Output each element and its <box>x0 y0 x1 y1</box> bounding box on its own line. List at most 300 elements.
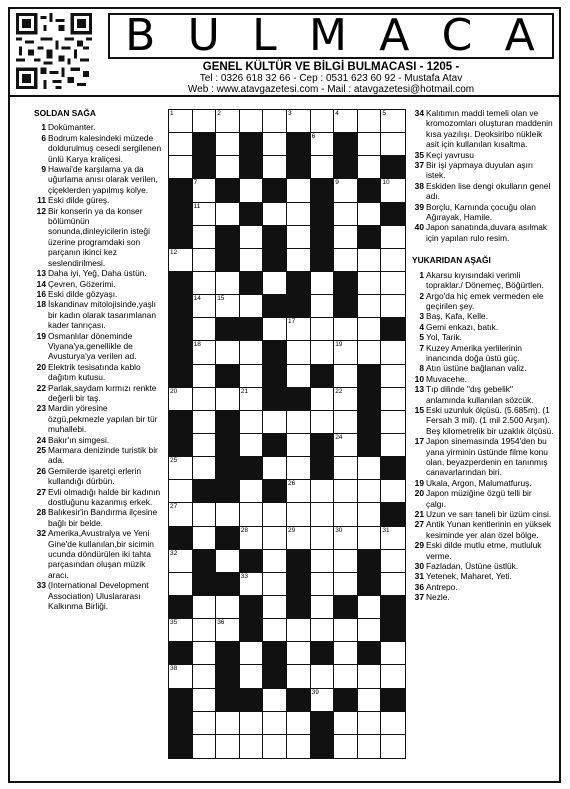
grid-cell[interactable] <box>334 527 358 550</box>
clue-number: 8 <box>419 363 424 374</box>
down-clue <box>412 291 554 312</box>
grid-cell[interactable] <box>263 203 287 226</box>
grid-block-cell <box>358 550 382 573</box>
across-clue <box>34 435 166 445</box>
grid-block-cell <box>169 318 193 341</box>
clue-text: Dokümanter. <box>48 122 96 133</box>
grid-block-cell <box>263 341 287 364</box>
grid-cell[interactable] <box>334 226 358 249</box>
across-clue <box>34 206 166 268</box>
grid-cell[interactable] <box>169 503 193 526</box>
grid-cell[interactable] <box>216 712 240 735</box>
grid-cell[interactable] <box>263 411 287 434</box>
grid-cell[interactable] <box>311 503 335 526</box>
grid-cell[interactable] <box>263 550 287 573</box>
grid-cell[interactable] <box>169 388 193 411</box>
grid-block-cell <box>193 573 217 596</box>
grid-block-cell <box>381 503 405 526</box>
grid-cell[interactable] <box>263 156 287 179</box>
across-clue <box>34 580 166 611</box>
grid-cell[interactable] <box>334 735 358 758</box>
grid-block-cell <box>287 133 311 156</box>
grid-cell[interactable] <box>358 503 382 526</box>
grid-cell[interactable] <box>193 110 217 133</box>
grid-cell[interactable] <box>381 735 405 758</box>
clue-number: 1 <box>41 122 46 133</box>
grid-cell[interactable] <box>311 550 335 573</box>
grid-cell[interactable] <box>193 179 217 202</box>
grid-cell[interactable] <box>287 457 311 480</box>
grid-block-cell <box>311 642 335 665</box>
grid-cell[interactable] <box>381 712 405 735</box>
grid-cell[interactable] <box>240 527 264 550</box>
grid-cell[interactable] <box>240 665 264 688</box>
grid-block-cell <box>216 573 240 596</box>
grid-cell[interactable] <box>381 480 405 503</box>
grid-cell[interactable] <box>193 295 217 318</box>
grid-cell[interactable] <box>216 735 240 758</box>
clue-number: 27 <box>414 519 424 530</box>
grid-cell[interactable] <box>169 550 193 573</box>
clue-number: 30 <box>414 561 424 572</box>
clue-text: Fazladan, Üstüne üstlük. <box>426 561 519 572</box>
across-clue <box>34 279 166 289</box>
cell-number: 39 <box>311 688 319 696</box>
grid-cell[interactable] <box>263 735 287 758</box>
across-clue <box>34 466 166 487</box>
grid-cell[interactable] <box>287 712 311 735</box>
grid-cell[interactable] <box>287 480 311 503</box>
grid-cell[interactable] <box>358 619 382 642</box>
grid-cell[interactable] <box>240 179 264 202</box>
grid-cell[interactable] <box>311 573 335 596</box>
grid-cell[interactable] <box>169 133 193 156</box>
grid-cell[interactable] <box>358 249 382 272</box>
clue-text: Antik Yunan kentlerinin en yüksek kesiminde yer alan özel bölge. <box>426 519 552 540</box>
header <box>10 9 559 97</box>
grid-cell[interactable] <box>334 411 358 434</box>
grid-cell[interactable] <box>193 596 217 619</box>
cell-number: 32 <box>170 549 178 557</box>
grid-cell[interactable] <box>334 434 358 457</box>
grid-cell[interactable] <box>358 318 382 341</box>
grid-cell[interactable] <box>263 272 287 295</box>
grid-cell[interactable] <box>169 156 193 179</box>
grid-cell[interactable] <box>263 527 287 550</box>
grid-cell[interactable] <box>287 527 311 550</box>
grid-cell[interactable] <box>287 434 311 457</box>
grid-cell[interactable] <box>334 179 358 202</box>
grid-cell[interactable] <box>169 480 193 503</box>
grid-block-cell <box>169 295 193 318</box>
grid-cell[interactable] <box>287 411 311 434</box>
grid-cell[interactable] <box>311 341 335 364</box>
grid-block-cell <box>358 573 382 596</box>
grid-cell[interactable] <box>287 365 311 388</box>
grid-cell[interactable] <box>287 665 311 688</box>
grid-cell[interactable] <box>240 411 264 434</box>
down-clue <box>412 363 554 373</box>
grid-cell[interactable] <box>240 735 264 758</box>
grid-cell[interactable] <box>263 712 287 735</box>
grid-cell[interactable] <box>381 573 405 596</box>
clue-number: 28 <box>36 507 46 518</box>
clue-text: Mardin yöresine özgü,pekmezle yapılan bir tür muhallebi. <box>48 403 158 435</box>
grid-cell[interactable] <box>240 712 264 735</box>
grid-cell[interactable] <box>381 179 405 202</box>
clue-number: 37 <box>414 160 424 171</box>
grid-block-cell <box>358 642 382 665</box>
grid-cell[interactable] <box>263 573 287 596</box>
grid-cell[interactable] <box>381 110 405 133</box>
grid-cell[interactable] <box>240 573 264 596</box>
grid-block-cell <box>169 411 193 434</box>
grid-cell[interactable] <box>381 365 405 388</box>
grid-cell[interactable] <box>263 503 287 526</box>
grid-cell[interactable] <box>287 341 311 364</box>
grid-cell[interactable] <box>216 388 240 411</box>
grid-cell[interactable] <box>311 156 335 179</box>
clue-number: 34 <box>414 108 424 118</box>
grid-cell[interactable] <box>216 503 240 526</box>
across-clue <box>412 202 554 223</box>
cell-number: 21 <box>240 387 249 395</box>
grid-cell[interactable] <box>358 457 382 480</box>
grid-cell[interactable] <box>334 642 358 665</box>
grid-cell[interactable] <box>240 365 264 388</box>
grid-cell[interactable] <box>358 596 382 619</box>
across-clue <box>34 195 166 205</box>
grid-block-cell <box>334 596 358 619</box>
down-clue <box>412 582 554 592</box>
grid-cell[interactable] <box>193 619 217 642</box>
grid-block-cell <box>311 365 335 388</box>
crossword-grid <box>168 109 406 759</box>
grid-cell[interactable] <box>381 272 405 295</box>
grid-cell[interactable] <box>240 226 264 249</box>
grid-cell[interactable] <box>287 642 311 665</box>
grid-cell[interactable] <box>381 642 405 665</box>
clue-number: 29 <box>414 540 424 551</box>
grid-block-cell <box>193 156 217 179</box>
grid-cell[interactable] <box>311 110 335 133</box>
grid-cell[interactable] <box>381 341 405 364</box>
grid-cell[interactable] <box>240 341 264 364</box>
grid-cell[interactable] <box>311 388 335 411</box>
grid-block-cell <box>287 295 311 318</box>
grid-block-cell <box>287 156 311 179</box>
grid-cell[interactable] <box>334 503 358 526</box>
cell-number: 9 <box>335 179 339 187</box>
grid-cell[interactable] <box>240 249 264 272</box>
grid-cell[interactable] <box>381 226 405 249</box>
clue-text: Elektrik tesisatında kablo dağıtım kutusu. <box>48 361 141 383</box>
grid-cell[interactable] <box>381 295 405 318</box>
grid-cell[interactable] <box>193 434 217 457</box>
grid-cell[interactable] <box>334 110 358 133</box>
down-clue <box>412 332 554 342</box>
grid-cell[interactable] <box>311 272 335 295</box>
clue-text: Bodrum kalesindeki müzede doldurulmuş cesedi sergilenen ünlü Karya kraliçesi. <box>48 132 162 164</box>
grid-cell[interactable] <box>240 642 264 665</box>
clue-text: (International Development Association) Uluslararası Kalkınma Birliği. <box>48 580 149 612</box>
grid-cell[interactable] <box>334 388 358 411</box>
grid-block-cell <box>311 226 335 249</box>
grid-block-cell <box>381 689 405 712</box>
grid-cell[interactable] <box>287 249 311 272</box>
grid-cell[interactable] <box>193 735 217 758</box>
grid-cell[interactable] <box>334 550 358 573</box>
grid-cell[interactable] <box>358 295 382 318</box>
grid-cell[interactable] <box>263 619 287 642</box>
grid-cell[interactable] <box>381 411 405 434</box>
grid-cell[interactable] <box>193 226 217 249</box>
grid-cell[interactable] <box>334 665 358 688</box>
grid-cell[interactable] <box>216 550 240 573</box>
grid-cell[interactable] <box>358 203 382 226</box>
across-clue <box>34 299 166 330</box>
grid-cell[interactable] <box>169 249 193 272</box>
grid-cell[interactable] <box>193 318 217 341</box>
grid-cell[interactable] <box>193 665 217 688</box>
grid-cell[interactable] <box>311 133 335 156</box>
grid-cell[interactable] <box>216 341 240 364</box>
grid-cell[interactable] <box>193 249 217 272</box>
cell-number: 3 <box>288 110 292 117</box>
grid-cell[interactable] <box>240 295 264 318</box>
clue-text: Eski dilde mutlu etme, mutluluk verme. <box>426 540 542 561</box>
grid-cell[interactable] <box>287 226 311 249</box>
grid-cell[interactable] <box>334 480 358 503</box>
grid-cell[interactable] <box>193 642 217 665</box>
grid-cell[interactable] <box>169 665 193 688</box>
grid-cell[interactable] <box>216 110 240 133</box>
grid-cell[interactable] <box>381 527 405 550</box>
grid-cell[interactable] <box>358 480 382 503</box>
grid-cell[interactable] <box>311 411 335 434</box>
grid-cell[interactable] <box>311 295 335 318</box>
grid-cell[interactable] <box>240 434 264 457</box>
grid-cell[interactable] <box>358 272 382 295</box>
grid-cell[interactable] <box>311 527 335 550</box>
grid-cell[interactable] <box>311 619 335 642</box>
clue-text: Nezle. <box>426 592 450 603</box>
grid-cell[interactable] <box>193 503 217 526</box>
clue-text: Borçlu, Karnında çocuğu olan Ağırayak, Hamile. <box>426 201 536 223</box>
clue-number: 20 <box>36 361 46 372</box>
grid-cell[interactable] <box>169 457 193 480</box>
clue-text: Amerika,Avustralya ve Yeni Gine'de kullanılan,bir sicimin ucunda döndürülen iki tahta parçasından oluşan müzik aracı. <box>48 528 154 580</box>
grid-block-cell <box>169 689 193 712</box>
clue-text: Yol, Tarik. <box>426 332 462 343</box>
grid-cell[interactable] <box>263 110 287 133</box>
cell-number: 26 <box>288 480 296 488</box>
grid-cell[interactable] <box>311 665 335 688</box>
grid-block-cell <box>216 689 240 712</box>
grid-cell[interactable] <box>381 550 405 573</box>
grid-block-cell <box>240 156 264 179</box>
grid-cell[interactable] <box>311 689 335 712</box>
grid-cell[interactable] <box>358 341 382 364</box>
grid-cell[interactable] <box>216 596 240 619</box>
grid-cell[interactable] <box>358 665 382 688</box>
grid-cell[interactable] <box>287 735 311 758</box>
cell-number: 30 <box>335 526 343 534</box>
title-letter: A <box>379 10 412 61</box>
cell-number: 25 <box>170 457 178 465</box>
grid-block-cell <box>216 179 240 202</box>
grid-block-cell <box>334 272 358 295</box>
title-letter: A <box>504 10 537 61</box>
grid-cell[interactable] <box>169 110 193 133</box>
grid-cell[interactable] <box>311 480 335 503</box>
grid-cell[interactable] <box>263 318 287 341</box>
grid-cell[interactable] <box>287 110 311 133</box>
grid-cell[interactable] <box>240 110 264 133</box>
clue-number: 26 <box>36 465 46 476</box>
grid-cell[interactable] <box>193 689 217 712</box>
grid-cell[interactable] <box>334 203 358 226</box>
clue-number: 16 <box>36 288 46 299</box>
grid-cell[interactable] <box>193 712 217 735</box>
across-clue <box>34 289 166 299</box>
grid-cell[interactable] <box>381 665 405 688</box>
grid-cell[interactable] <box>216 156 240 179</box>
clue-text: Hawai'de karşılama ya da uğurlama anısı olarak verilen, çiçeklerden yapılmış kolye. <box>48 164 158 195</box>
cell-number: 17 <box>288 318 296 326</box>
grid-block-cell <box>169 179 193 202</box>
cell-number: 5 <box>382 110 387 117</box>
grid-block-cell <box>334 295 358 318</box>
grid-block-cell <box>263 642 287 665</box>
grid-block-cell <box>263 434 287 457</box>
grid-cell[interactable] <box>216 133 240 156</box>
grid-cell[interactable] <box>358 110 382 133</box>
grid-cell[interactable] <box>334 573 358 596</box>
grid-cell[interactable] <box>193 272 217 295</box>
grid-cell[interactable] <box>358 156 382 179</box>
grid-cell[interactable] <box>216 619 240 642</box>
cell-number: 7 <box>193 179 198 187</box>
clue-number: 12 <box>36 205 46 216</box>
grid-cell[interactable] <box>216 203 240 226</box>
puzzle-subtitle: GENEL KÜLTÜR VE BİLGİ BULMACASI - 1205 - <box>202 61 460 73</box>
grid-cell[interactable] <box>263 457 287 480</box>
clue-text: Evli olmadığı halde bir kadının dostluğunu kazanmış erkek. <box>48 486 161 508</box>
clue-number: 10 <box>414 373 424 384</box>
clue-text: İskandinav mitolojisinde,yaşlı bir kadın olarak tasarımlanan kader tanrıçası. <box>48 299 156 331</box>
clue-text: Balıkesir'in Bandırma ilçesine bağlı bir belde. <box>48 507 158 528</box>
grid-cell[interactable] <box>263 133 287 156</box>
grid-cell[interactable] <box>287 203 311 226</box>
grid-block-cell <box>216 365 240 388</box>
grid-cell[interactable] <box>311 318 335 341</box>
grid-block-cell <box>263 295 287 318</box>
grid-cell[interactable] <box>216 295 240 318</box>
grid-cell[interactable] <box>381 133 405 156</box>
grid-cell[interactable] <box>358 712 382 735</box>
across-clue <box>34 487 166 508</box>
grid-cell[interactable] <box>193 388 217 411</box>
grid-cell[interactable] <box>334 249 358 272</box>
down-heading: YUKARIDAN AŞAĞI <box>412 255 491 266</box>
clue-number: 35 <box>414 149 424 160</box>
grid-cell[interactable] <box>311 596 335 619</box>
grid-block-cell <box>287 689 311 712</box>
grid-cell[interactable] <box>169 573 193 596</box>
down-clue <box>412 270 554 291</box>
grid-block-cell <box>311 434 335 457</box>
grid-block-cell <box>216 318 240 341</box>
grid-cell[interactable] <box>287 503 311 526</box>
cell-number: 24 <box>335 433 343 441</box>
grid-block-cell <box>216 411 240 434</box>
grid-block-cell <box>193 550 217 573</box>
clue-number: 36 <box>414 581 424 592</box>
clue-text: Bir konserin ya da konser bölümünün sonunda,dinleyicilerin isteği üzerine programdaki son parçanın ikinci kez seslendirilmesi. <box>48 205 150 268</box>
grid-cell[interactable] <box>334 457 358 480</box>
grid-cell[interactable] <box>193 457 217 480</box>
grid-cell[interactable] <box>193 203 217 226</box>
grid-cell[interactable] <box>240 480 264 503</box>
grid-cell[interactable] <box>381 249 405 272</box>
clue-text: Akarsu kıyısındaki verimli topraklar./ Dönemeç, Böğürtlen. <box>426 269 544 291</box>
grid-cell[interactable] <box>358 527 382 550</box>
grid-cell[interactable] <box>193 527 217 550</box>
grid-cell[interactable] <box>193 365 217 388</box>
grid-cell[interactable] <box>358 133 382 156</box>
grid-block-cell <box>334 689 358 712</box>
grid-cell[interactable] <box>334 318 358 341</box>
clue-text: Eski uzunluk ölçüsü. (5.685m). (1 Fersah 3 mil). (1 mil 2.500 Arşın). Beş kilometrelik bir uzaklık ölçüsü. <box>426 404 554 436</box>
grid-cell[interactable] <box>263 596 287 619</box>
grid-cell[interactable] <box>240 503 264 526</box>
grid-cell[interactable] <box>381 434 405 457</box>
down-clue <box>412 509 554 519</box>
grid-cell[interactable] <box>193 341 217 364</box>
grid-cell[interactable] <box>334 365 358 388</box>
grid-cell[interactable] <box>358 735 382 758</box>
clue-number: 9 <box>41 164 46 175</box>
grid-cell[interactable] <box>287 179 311 202</box>
grid-cell[interactable] <box>216 272 240 295</box>
grid-block-cell <box>216 249 240 272</box>
grid-cell[interactable] <box>334 341 358 364</box>
clue-number: 4 <box>419 321 424 332</box>
grid-cell[interactable] <box>334 619 358 642</box>
grid-cell[interactable] <box>381 388 405 411</box>
clue-number: 39 <box>414 201 424 212</box>
across-clue <box>34 445 166 466</box>
grid-cell[interactable] <box>358 689 382 712</box>
grid-cell[interactable] <box>240 388 264 411</box>
clue-text: Eski dilde gözyaşı. <box>48 288 118 299</box>
grid-cell[interactable] <box>193 411 217 434</box>
across-clue <box>34 122 166 132</box>
grid-block-cell <box>193 480 217 503</box>
grid-cell[interactable] <box>169 619 193 642</box>
grid-block-cell <box>358 365 382 388</box>
down-clue <box>412 571 554 581</box>
grid-cell[interactable] <box>287 619 311 642</box>
grid-cell[interactable] <box>334 712 358 735</box>
clue-number: 38 <box>414 180 424 191</box>
grid-block-cell <box>381 203 405 226</box>
clue-number: 33 <box>36 580 46 591</box>
grid-cell[interactable] <box>263 689 287 712</box>
down-clue <box>412 405 554 436</box>
grid-cell[interactable] <box>287 318 311 341</box>
